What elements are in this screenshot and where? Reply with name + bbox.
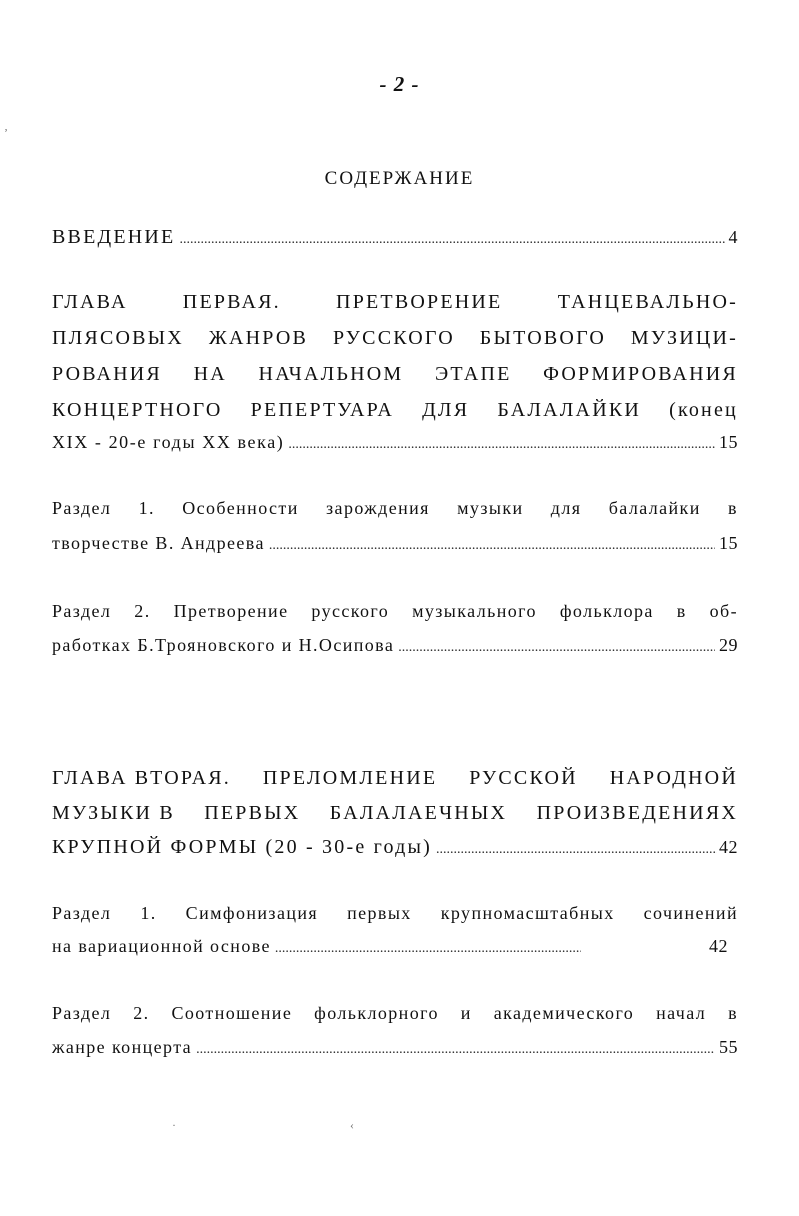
page-number: - 2 - xyxy=(379,72,420,96)
chapter1-title-line xyxy=(52,327,738,353)
word: ПЛЯСОВЫХ xyxy=(52,327,184,349)
word: русского xyxy=(311,601,390,621)
dot-leader xyxy=(436,842,717,858)
word: РЕПЕРТУАРА xyxy=(250,399,395,421)
chapter2-title-line xyxy=(52,767,738,793)
word: ПРОИЗВЕДЕНИЯХ xyxy=(536,802,738,824)
word: музыки xyxy=(457,498,524,518)
word: ФОРМИРОВАНИЯ xyxy=(543,363,738,385)
word: БАЛАЛАЕЧНЫХ xyxy=(329,802,508,824)
word: Соотношение xyxy=(171,1003,293,1023)
word: первых xyxy=(347,903,412,923)
word: зарождения xyxy=(326,498,430,518)
chapter1-title-line xyxy=(52,291,738,317)
word: академического xyxy=(493,1003,635,1023)
chapter2-section2-last-line xyxy=(52,1037,738,1063)
chapter2-section2-page: 55 xyxy=(719,1037,738,1057)
chapter1-section1-page: 15 xyxy=(719,533,738,553)
word: БАЛАЛАЙКИ xyxy=(497,399,642,421)
word: ТАНЦЕВАЛЬНО- xyxy=(557,291,738,313)
dot-leader xyxy=(196,1042,715,1058)
word: фольклорного xyxy=(314,1003,439,1023)
word: фольклора xyxy=(559,601,654,621)
word: начал xyxy=(656,1003,707,1023)
word: в xyxy=(676,601,687,621)
word: РУССКОЙ xyxy=(469,767,578,789)
word: НА xyxy=(193,363,227,385)
word: (конец xyxy=(669,399,738,421)
word: Раздел xyxy=(52,498,112,518)
chapter1-section1-line xyxy=(52,498,738,524)
chapter1-section1-text: творчестве В. Андреева xyxy=(52,533,265,553)
word: сочинений xyxy=(643,903,738,923)
word: крупномасштабных xyxy=(440,903,615,923)
chapter1-section1-last-line xyxy=(52,533,738,559)
dot-leader xyxy=(179,232,724,248)
dot-leader xyxy=(288,437,715,453)
chapter2-section2-line xyxy=(52,1003,738,1029)
word: 2. xyxy=(134,601,151,621)
word: ЭТАПЕ xyxy=(435,363,512,385)
chapter1-title-line xyxy=(52,399,738,425)
chapter2-section1-line xyxy=(52,903,738,929)
word: НАРОДНОЙ xyxy=(609,767,738,789)
toc-entry-intro xyxy=(52,226,738,252)
scan-speck: ʼ xyxy=(4,126,8,140)
word: Симфонизация xyxy=(185,903,319,923)
word: балалайки xyxy=(608,498,701,518)
word: МУЗЫКИ В xyxy=(52,802,175,824)
word: ГЛАВА xyxy=(52,291,128,313)
chapter1-page: 15 xyxy=(719,432,738,452)
chapter1-title-line xyxy=(52,363,738,389)
chapter1-section2-line xyxy=(52,601,738,627)
chapter1-title-last-line xyxy=(52,432,738,458)
chapter2-title-last-text: КРУПНОЙ ФОРМЫ (20 - 30-е годы) xyxy=(52,836,432,858)
word: Раздел xyxy=(52,903,112,923)
chapter1-section2-text: работках Б.Трояновского и Н.Осипова xyxy=(52,635,395,655)
scan-speck: · xyxy=(172,1118,176,1132)
word: ПЕРВЫХ xyxy=(204,802,301,824)
chapter2-page: 42 xyxy=(719,837,738,857)
word: в xyxy=(728,1003,738,1023)
toc-entry-intro-label: ВВЕДЕНИЕ xyxy=(52,226,176,248)
chapter2-section1-last-line xyxy=(52,936,738,962)
toc-title: СОДЕРЖАНИЕ xyxy=(324,168,475,189)
chapter1-section2-last-line xyxy=(52,635,738,661)
dot-leader xyxy=(269,538,715,554)
word: ПЕРВАЯ. xyxy=(182,291,281,313)
word: РОВАНИЯ xyxy=(52,363,162,385)
word: 2. xyxy=(133,1003,150,1023)
word: в xyxy=(728,498,738,518)
chapter1-title-last-text: XIX - 20-е годы XX века) xyxy=(52,432,285,452)
word: ГЛАВА ВТОРАЯ. xyxy=(52,767,232,789)
word: музыкального xyxy=(412,601,537,621)
toc-entry-intro-page: 4 xyxy=(728,227,738,247)
word: БЫТОВОГО xyxy=(479,327,606,349)
chapter2-section1-text: на вариационной основе xyxy=(52,936,271,956)
chapter1-section2-page: 29 xyxy=(719,635,738,655)
word: об- xyxy=(709,601,738,621)
word: и xyxy=(460,1003,472,1023)
word: ПРЕЛОМЛЕНИЕ xyxy=(262,767,438,789)
word: Раздел xyxy=(52,601,112,621)
word: ЖАНРОВ xyxy=(208,327,309,349)
word: Особенности xyxy=(182,498,299,518)
chapter2-section1-page: 42 xyxy=(709,936,728,956)
word: ПРЕТВОРЕНИЕ xyxy=(336,291,503,313)
dot-leader xyxy=(398,640,715,656)
chapter2-title-line xyxy=(52,802,738,828)
word: 1. xyxy=(140,903,157,923)
word: РУССКОГО xyxy=(332,327,455,349)
chapter2-section2-text: жанре концерта xyxy=(52,1037,193,1057)
word: НАЧАЛЬНОМ xyxy=(258,363,404,385)
chapter2-title-last-line xyxy=(52,836,738,862)
word: для xyxy=(550,498,582,518)
dot-leader xyxy=(275,941,581,957)
word: ДЛЯ xyxy=(422,399,470,421)
scan-speck: ‹ xyxy=(350,1118,354,1132)
word: Претворение xyxy=(173,601,289,621)
word: 1. xyxy=(138,498,155,518)
word: Раздел xyxy=(52,1003,112,1023)
word: КОНЦЕРТНОГО xyxy=(52,399,223,421)
word: МУЗИЦИ- xyxy=(630,327,738,349)
